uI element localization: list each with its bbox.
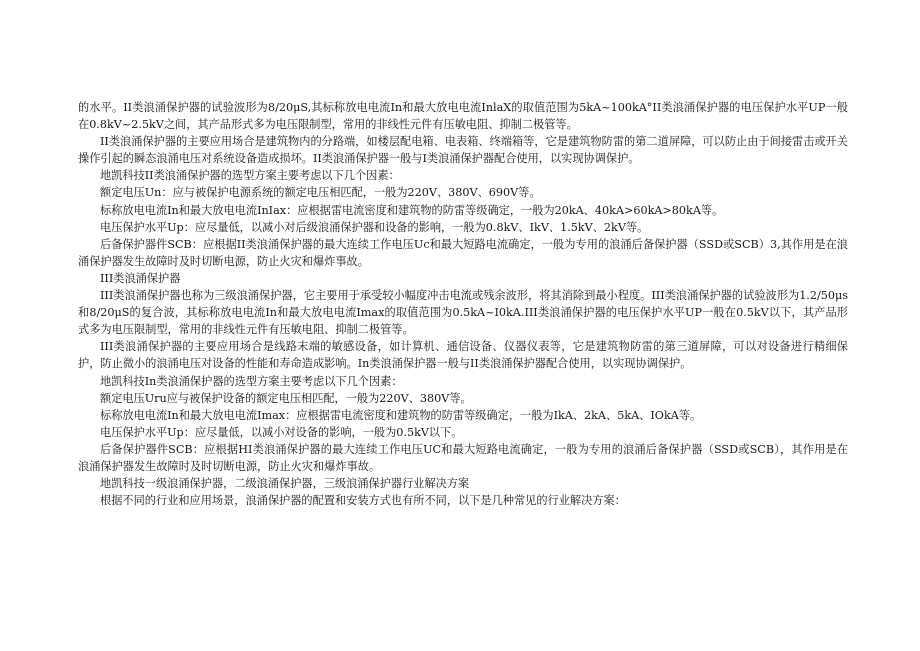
paragraph-iii-voltage-protection-level: 电压保护水平Up：应尽量低，以减小对设备的影响，一般为0.5kV以下。 bbox=[100, 425, 463, 439]
section-heading-iii-spd: III类浪涌保护器 bbox=[100, 271, 181, 285]
paragraph-ii-backup-protector: 后备保护器件SCB：应根据II类浪涌保护器的最大连续工作电压Uc和最大短路电流确定，一般为专用的浪涌后备保护器（SSD或SCB）3,其作用是在浪涌保护器发生故障时及时切断电源，防止火灾和爆炸事故。 bbox=[78, 237, 848, 268]
section-heading-industry-solutions: 地凯科技一级浪涌保护器，二级浪涌保护器，三级浪涌保护器行业解决方案 bbox=[100, 477, 470, 491]
paragraph-iii-spd-application: III类浪涌保护器的主要应用场合是线路末端的敏感设备，如计算机、通信设备、仪器仪表等，它是建筑物防雷的第三道屏障，可以对设备进行精细保护，防止微小的浪涌电压对设备的性能和寿命造成影响。In类浪涌保护器一般与II类浪涌保护器配合使用，以实现协调保护。 bbox=[78, 340, 848, 371]
paragraph-ii-voltage-protection-level: 电压保护水平Up：应尽量低，以减小对后级浪涌保护器和设备的影响，一般为0.8kV、IkV、1.5kV、2kV等。 bbox=[100, 220, 649, 234]
paragraph-ii-spd-application: II类浪涌保护器的主要应用场合是建筑物内的分路端，如楼层配电箱、电表箱、终端箱等，它是建筑物防雷的第二道屏障，可以防止由于间接雷击或开关操作引起的瞬态浪涌电压对系统设备造成损坏。II类浪涌保护器一般与I类浪涌保护器配合使用，以实现协调保护。 bbox=[78, 135, 848, 166]
paragraph-ii-rated-voltage: 额定电压Un：应与被保护电源系统的额定电压相匹配，一般为220V、380V、690V等。 bbox=[100, 186, 541, 200]
paragraph-ii-spd-selection-intro: 地凯科技II类浪涌保护器的选型方案主要考虑以下几个因素： bbox=[100, 169, 400, 183]
paragraph-ii-discharge-current: 标称放电电流In和最大放电电流InIax：应根据雷电流密度和建筑物的防雷等级确定，一般为20kA、40kA>60kA>80kA等。 bbox=[100, 203, 724, 217]
paragraph-iii-spd-selection-intro: 地凯科技In类浪涌保护器的选型方案主要考虑以下几个因素： bbox=[100, 374, 403, 388]
paragraph-ii-spd-test-waveform: 的水平。II类浪涌保护器的试验波形为8/20μS,其标称放电电流In和最大放电电流InlaX的取值范围为5kA~100kA°II类浪涌保护器的电压保护水平UP一般在0.8kV~2.5kV之间，其产品形式多为电压限制型，常用的非线性元件有压敏电阻、抑制二极管等。 bbox=[78, 101, 848, 132]
paragraph-iii-rated-voltage: 额定电压Uru应与被保护设备的额定电压相匹配，一般为220V、380V等。 bbox=[100, 391, 472, 405]
paragraph-industry-solutions-intro: 根据不同的行业和应用场景，浪涌保护器的配置和安装方式也有所不同，以下是几种常见的行业解决方案： bbox=[100, 494, 626, 508]
paragraph-iii-spd-description: III类浪涌保护器也称为三级浪涌保护器，它主要用于承受较小幅度冲击电流或残余波形，将其消除到最小程度。III类浪涌保护器的试验波形为1.2/50μs和8/20μS的复合波，其标称放电电流In和最大放电电流Imax的取值范围为0.5kA~I0kA.III类浪涌保护器的电压保护水平UP一般在0.5kV以下，其产品形式多为电压限制型，常用的非线性元件有压敏电阻、抑制二极管等。 bbox=[78, 289, 848, 337]
paragraph-iii-discharge-current: 标称放电电流In和最大放电电流Imax：应根据雷电流密度和建筑物的防雷等级确定，一般为IkA、2kA、5kA、IOkA等。 bbox=[100, 408, 702, 422]
document-body bbox=[78, 99, 848, 509]
paragraph-iii-backup-protector: 后备保护器件SCB：应根据HI类浪涌保护器的最大连续工作电压UC和最大短路电流确定，一般为专用的浪涌后备保护器（SSD或SCB），其作用是在浪涌保护器发生故障时及时切断电源，防止火灾和爆炸事故。 bbox=[78, 442, 848, 473]
